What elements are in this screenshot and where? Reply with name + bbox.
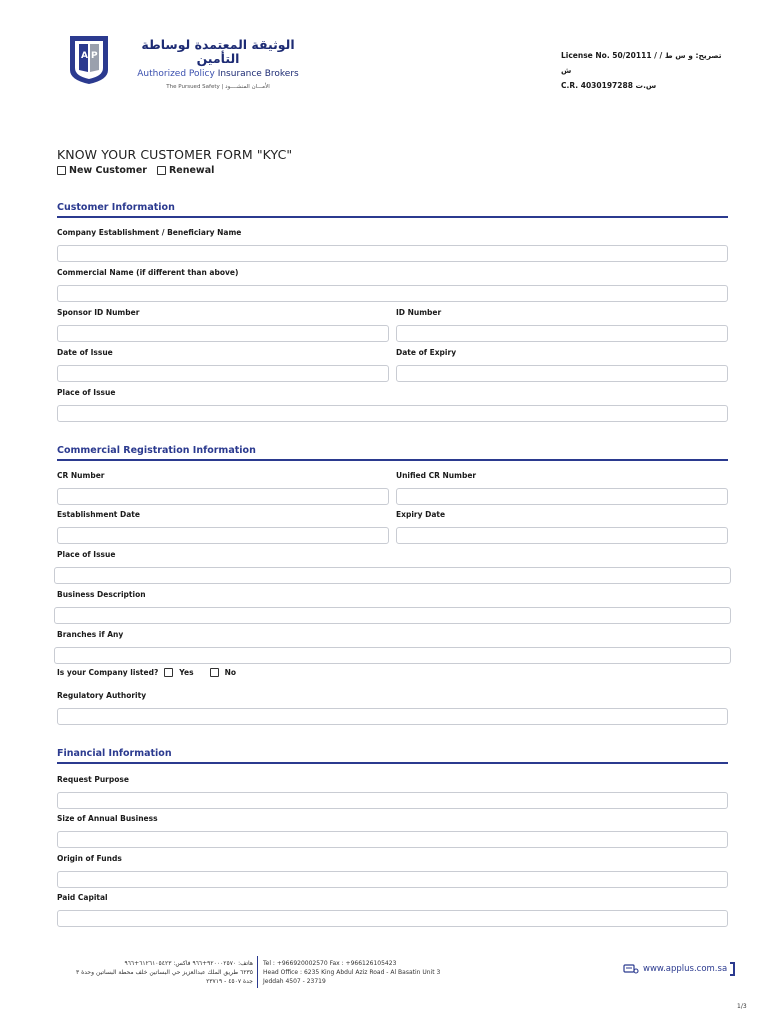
company-listed-label: Is your Company listed?	[57, 668, 159, 677]
keyboard-mouse-icon	[623, 963, 639, 975]
customer-type-row	[57, 165, 224, 176]
company-logo	[68, 34, 110, 86]
license-info	[561, 48, 731, 93]
establishment-date-field[interactable]	[57, 527, 389, 544]
size-annual-business-label: Size of Annual Business	[57, 814, 158, 823]
regulatory-authority-label: Regulatory Authority	[57, 691, 147, 700]
cr-info-section	[57, 445, 728, 461]
origin-of-funds-label: Origin of Funds	[57, 854, 122, 863]
listed-yes-label: Yes	[179, 668, 194, 677]
license-number: License No. 50/20111 / تصريح: و س ط / ش	[561, 51, 722, 75]
financial-info-section	[57, 748, 728, 764]
cr-place-of-issue-label: Place of Issue	[57, 550, 116, 559]
svg-text:P: P	[91, 51, 98, 61]
cr-info-title: Commercial Registration Information	[57, 445, 728, 461]
footer-arabic-address: هاتف: ٩٢٠٠٠٢٥٧٠+٩٦٦ فاكس: ٦١٢٦١٠٥٤٢٣+٩٦٦ ٦٢٣٥ طريق الملك عبدالعزيز حي البساتين خلف محطة البساتين وحدة ٣ جدة ٤٥٠٧ - ٢٣٧١٩	[76, 960, 253, 985]
company-establishment-label: Company Establishment / Beneficiary Name	[57, 228, 242, 237]
brand-tagline: The Pursued Safety | الأمـــان المنشــــود	[166, 84, 270, 90]
regulatory-authority-field[interactable]	[57, 708, 728, 725]
unified-cr-field[interactable]	[396, 488, 728, 505]
cr-number-label: CR Number	[57, 471, 105, 480]
new-customer-label: New Customer	[69, 165, 147, 176]
paid-capital-label: Paid Capital	[57, 893, 108, 902]
svg-text:A: A	[81, 51, 88, 61]
form-title: KNOW YOUR CUSTOMER FORM "KYC"	[57, 147, 293, 162]
expiry-date-field[interactable]	[396, 527, 728, 544]
commercial-name-label: Commercial Name (if different than above)	[57, 268, 239, 277]
sponsor-id-field[interactable]	[57, 325, 389, 342]
renewal-checkbox[interactable]	[157, 166, 166, 175]
listed-no-checkbox[interactable]	[210, 668, 219, 677]
customer-place-of-issue-field[interactable]	[57, 405, 728, 422]
new-customer-checkbox[interactable]	[57, 166, 66, 175]
listed-yes-checkbox[interactable]	[164, 668, 173, 677]
brand-english-name: Authorized Policy Insurance Brokers	[137, 69, 299, 79]
branches-label: Branches if Any	[57, 630, 124, 639]
date-of-expiry-label: Date of Expiry	[396, 348, 457, 357]
new-customer-option[interactable]	[57, 165, 147, 176]
cr-number-header: C.R. 4030197288 س.ت	[561, 81, 657, 90]
renewal-option[interactable]	[157, 165, 214, 176]
branches-field[interactable]	[54, 647, 731, 664]
brand-arabic-name: الوثيقة المعتمدة لوساطة التأمين	[141, 37, 295, 66]
size-annual-business-field[interactable]	[57, 831, 728, 848]
id-number-label: ID Number	[396, 308, 442, 317]
brand-block	[118, 38, 318, 91]
footer-divider	[257, 956, 258, 988]
customer-place-of-issue-label: Place of Issue	[57, 388, 116, 397]
origin-of-funds-field[interactable]	[57, 871, 728, 888]
company-establishment-field[interactable]	[57, 245, 728, 262]
renewal-label: Renewal	[168, 165, 215, 176]
sponsor-id-label: Sponsor ID Number	[57, 308, 140, 317]
cr-number-field[interactable]	[57, 488, 389, 505]
commercial-name-field[interactable]	[57, 285, 728, 302]
customer-info-section	[57, 202, 728, 218]
date-of-expiry-field[interactable]	[396, 365, 728, 382]
cr-place-of-issue-field[interactable]	[54, 567, 731, 584]
footer-english-address: Tel : +966920002570 Fax : +966126105423 Head Office : 6235 King Abdul Aziz Road - Al Basatin Unit 3 Jeddah 4507 - 23719	[263, 960, 441, 985]
financial-info-title: Financial Information	[57, 748, 728, 764]
unified-cr-label: Unified CR Number	[396, 471, 477, 480]
listed-no-label: No	[224, 668, 237, 677]
page-number: 1/3	[737, 1003, 747, 1010]
website-bracket	[730, 962, 735, 976]
business-description-field[interactable]	[54, 607, 731, 624]
paid-capital-field[interactable]	[57, 910, 728, 927]
establishment-date-label: Establishment Date	[57, 510, 140, 519]
request-purpose-label: Request Purpose	[57, 775, 129, 784]
expiry-date-label: Expiry Date	[396, 510, 446, 519]
website-link[interactable]	[623, 962, 735, 976]
website-url: www.applus.com.sa	[643, 964, 728, 974]
business-description-label: Business Description	[57, 590, 146, 599]
id-number-field[interactable]	[396, 325, 728, 342]
date-of-issue-label: Date of Issue	[57, 348, 113, 357]
customer-info-title: Customer Information	[57, 202, 728, 218]
request-purpose-field[interactable]	[57, 792, 728, 809]
date-of-issue-field[interactable]	[57, 365, 389, 382]
company-listed-question	[57, 668, 246, 677]
